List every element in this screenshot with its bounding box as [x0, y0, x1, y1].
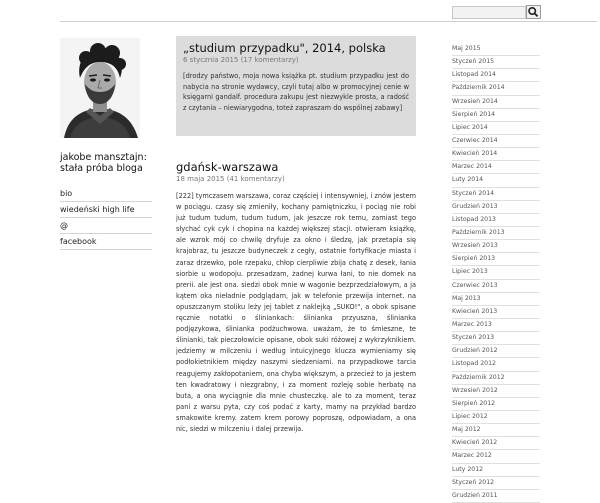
post-meta — [176, 175, 416, 183]
archive-link[interactable]: Styczeń 2015 — [452, 56, 540, 69]
post-title[interactable]: gdańsk-warszawa — [176, 160, 279, 174]
archive-link[interactable]: Kwiecień 2014 — [452, 148, 540, 161]
archive-link[interactable]: Lipiec 2013 — [452, 266, 540, 279]
sidebar-nav — [60, 186, 152, 250]
archive-link[interactable]: Listopad 2013 — [452, 214, 540, 227]
featured-post-meta — [183, 56, 409, 64]
nav-link-facebook[interactable]: facebook — [60, 234, 152, 250]
archive-link[interactable]: Listopad 2012 — [452, 358, 540, 371]
archive-link[interactable]: Wrzesień 2012 — [452, 385, 540, 398]
archive-link[interactable]: Maj 2012 — [452, 424, 540, 437]
archive-link[interactable]: Styczeń 2014 — [452, 188, 540, 201]
archive-link[interactable]: Kwiecień 2013 — [452, 306, 540, 319]
archive-link[interactable]: Maj 2013 — [452, 293, 540, 306]
archive-link[interactable]: Luty 2012 — [452, 464, 540, 477]
archive-link[interactable]: Wrzesień 2014 — [452, 96, 540, 109]
header-divider — [60, 21, 597, 22]
post-date: 18 maja 2015 — [176, 175, 225, 183]
blog-post — [176, 161, 416, 435]
post-body: [222] tymczasem warszawa, coraz częściej i intensywniej, i znów jestem w pociągu. czasy się zmieniły, kochany pamiętniczku, i pociąg nie robi już tudum tudum, tudum tudum, jak jeszcze rok temu, zamiast tego słychać cyk cyk i chopina na każdej większej stacji. otwieram książkę, ale wzrok mój co chwilę dryfuje za okno i śledzę, jak przetapia się krajobraz, tu jeszcze budyneczek z cegły, ostatnie fortyfikacje miasta i zaraz drzewko, pole rzepaku, chłop cierpliwie zbija chatę z desek, łania siorbie u wodopoju. przesadzam, żadnej kurwa łani, to nie domek na prerii. ale jest ona. siedzi obok mnie w wagonie bezprzedziałowym, a ja kątem oka nieładnie podglądam, jak w telefonie przewija internet. na opuszczanym stoliku leży jej tablet z naklejką „SUKO!", a obok spisane ręcznie notatki o śliniankach: ślinianka przyuszna, ślinianka podjęzykowa, ślinianka podżuchwowa. uważam, że to śmieszne, te ślinianki, tak pieczołowicie opisane, obok suki różowej z wykrzyknikiem. jedziemy w milczeniu i według intuicyjnego klucza wymieniamy się podłokietnikiem między naszymi siedzeniami. na przypadkowe tarcia reagujemy zakłopotaniem, ona chyba większym, a przecież to ja jestem ten kwadratowy i niezgrabny, i za moment rozleję sobie herbatę na buta, a ona wyciągnie dla mnie chusteczkę. ale to za moment, teraz pani z warsu pyta, czy coś podać z karty, mamy na przykład bardzo smakowite kremy. zatem krem porowy poproszę, odpowiadam, a ona nic, siedzi w milczeniu i dalej przewija. — [176, 192, 416, 433]
archive-link[interactable]: Październik 2013 — [452, 227, 540, 240]
search-button[interactable] — [526, 5, 541, 19]
avatar — [60, 38, 140, 138]
archive-link[interactable]: Październik 2014 — [452, 82, 540, 95]
archive-link[interactable]: Styczeń 2013 — [452, 332, 540, 345]
archive-link[interactable]: Grudzień 2012 — [452, 345, 540, 358]
featured-post-date: 6 stycznia 2015 — [183, 56, 239, 64]
archive-link[interactable]: Marzec 2013 — [452, 319, 540, 332]
nav-link-wiedenski-high-life[interactable]: wiedeński high life — [60, 202, 152, 218]
featured-post-body: [drodzy państwo, moja nowa książka pt. studium przypadku jest do nabycia na stronie wydawcy, czyli tutaj albo w promocyjnej cenie w księgarni gandalf. procedura zakupu jest niezwykle prosta, a radość z czytania – niewiarygodna, toteż zapraszam do wspólnej zabawy] — [183, 72, 409, 112]
archive-link[interactable]: Czerwiec 2014 — [452, 135, 540, 148]
archive-link[interactable]: Sierpień 2012 — [452, 398, 540, 411]
archive-link[interactable]: Czerwiec 2013 — [452, 280, 540, 293]
search-icon — [527, 6, 540, 18]
archive-list — [452, 43, 540, 503]
nav-link-bio[interactable]: bio — [60, 186, 152, 202]
archive-link[interactable]: Wrzesień 2013 — [452, 240, 540, 253]
archive-link[interactable]: Marzec 2012 — [452, 450, 540, 463]
archive-link[interactable]: Sierpień 2014 — [452, 109, 540, 122]
archive-link[interactable]: Maj 2015 — [452, 43, 540, 56]
featured-post — [176, 36, 416, 136]
search-input[interactable] — [452, 6, 526, 19]
archive-link[interactable]: Październik 2012 — [452, 372, 540, 385]
nav-link-contact[interactable]: @ — [60, 218, 152, 234]
featured-post-comments-link[interactable]: (17 komentarzy) — [240, 56, 299, 64]
archive-link[interactable]: Lipiec 2014 — [452, 122, 540, 135]
archive-link[interactable]: Sierpień 2013 — [452, 253, 540, 266]
site-title[interactable]: jakobe mansztajn: stała próba bloga — [60, 152, 147, 174]
archive-link[interactable]: Luty 2014 — [452, 174, 540, 187]
archive-link[interactable]: Lipiec 2012 — [452, 411, 540, 424]
archive-link[interactable]: Listopad 2014 — [452, 69, 540, 82]
archive-link[interactable]: Styczeń 2012 — [452, 477, 540, 490]
featured-post-title[interactable]: „studium przypadku", 2014, polska — [183, 41, 386, 55]
archive-link[interactable]: Marzec 2014 — [452, 161, 540, 174]
archive-link[interactable]: Grudzień 2011 — [452, 490, 540, 503]
top-bar — [0, 0, 600, 22]
post-comments-link[interactable]: (41 komentarzy) — [226, 175, 285, 183]
archive-link[interactable]: Kwiecień 2012 — [452, 437, 540, 450]
archive-link[interactable]: Grudzień 2013 — [452, 201, 540, 214]
